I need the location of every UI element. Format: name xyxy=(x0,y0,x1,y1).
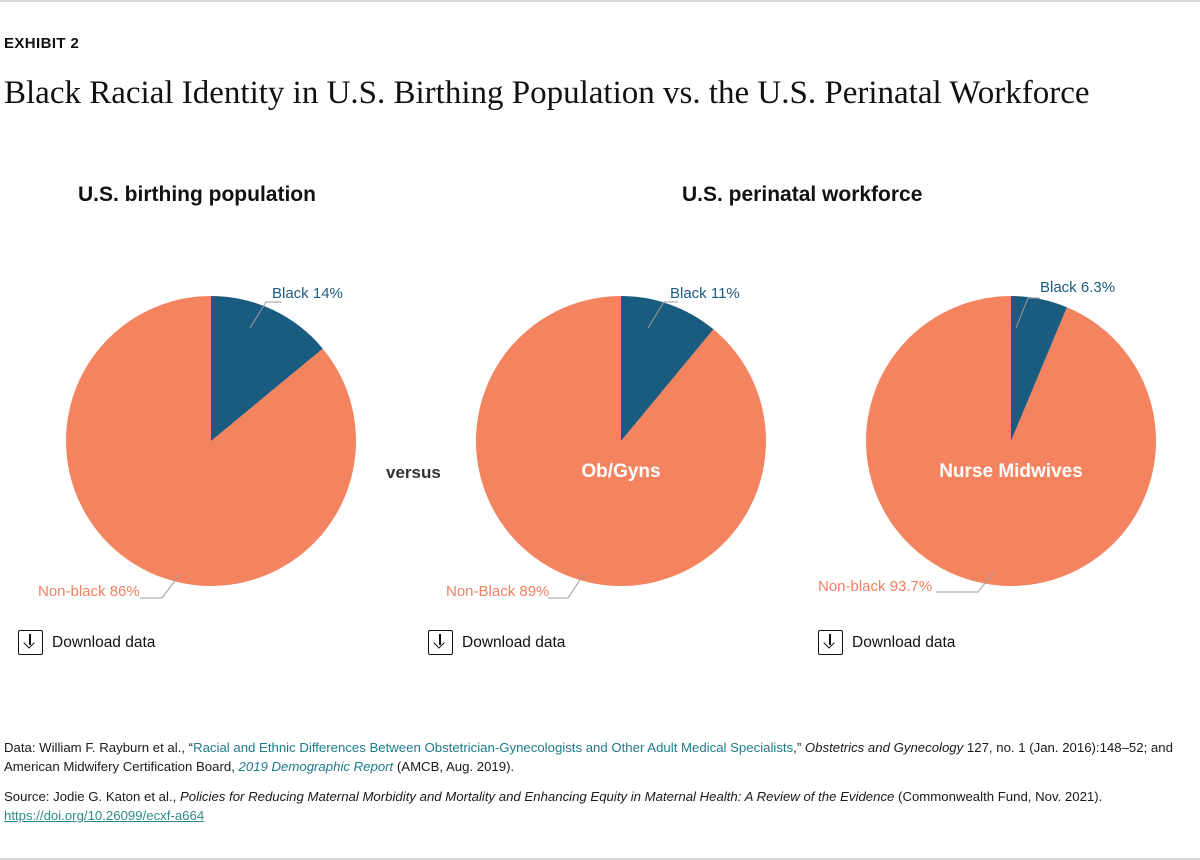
pie-center-label-obgyns: Ob/Gyns xyxy=(581,461,661,482)
download-data-button-obgyns[interactable] xyxy=(428,630,565,655)
source-note xyxy=(4,787,1196,825)
download-data-label: Download data xyxy=(852,633,956,651)
page-title: Black Racial Identity in U.S. Birthing Population vs. the U.S. Perinatal Workforce xyxy=(4,75,1090,111)
callout-nonblack-obgyns: Non-Black 89% xyxy=(446,583,550,600)
callout-black-obgyns: Black 11% xyxy=(670,285,740,302)
leader-line-nonblack-2 xyxy=(544,570,624,610)
data-note-mid: ,” xyxy=(793,740,805,755)
panel-heading-perinatal-workforce: U.S. perinatal workforce xyxy=(682,183,923,206)
pie-center-label-nurse-midwives: Nurse Midwives xyxy=(939,461,1083,482)
download-icon xyxy=(428,630,453,655)
data-note xyxy=(4,738,1196,776)
pie-chart-birthing-population xyxy=(66,296,356,586)
data-note-end: (AMCB, Aug. 2019). xyxy=(393,759,515,775)
pie-svg-obgyns xyxy=(476,296,766,586)
callout-nonblack-birthing-population: Non-black 86% xyxy=(38,583,140,600)
source-note-title: Policies for Reducing Maternal Morbidity and Mortality and Enhancing Equity in Maternal Health: A Review of the Evidence xyxy=(179,789,895,804)
data-note-link[interactable]: Racial and Ethnic Differences Between Obstetrician-Gynecologists and Other Adult Medical Specialists xyxy=(193,740,794,755)
leader-line-nonblack-3 xyxy=(934,566,1024,606)
download-icon xyxy=(18,630,43,655)
panel-heading-birthing-population: U.S. birthing population xyxy=(78,183,316,206)
pie-svg-nurse-midwives xyxy=(866,296,1156,586)
leader-line-nonblack-1 xyxy=(136,570,216,610)
data-note-link-2[interactable]: 2019 Demographic Report xyxy=(238,759,394,775)
download-icon xyxy=(818,630,843,655)
pie-chart-nurse-midwives xyxy=(866,296,1156,586)
exhibit-label: EXHIBIT 2 xyxy=(4,35,80,52)
source-note-doi-link[interactable]: https://doi.org/10.26099/ecxf-a664 xyxy=(4,808,205,824)
top-divider xyxy=(0,0,1200,2)
pie-svg-birthing-population xyxy=(66,296,356,586)
data-note-prefix: Data: William F. Rayburn et al., “ xyxy=(4,740,194,755)
source-note-prefix: Source: Jodie G. Katon et al., xyxy=(4,789,180,804)
download-data-button-birthing-population[interactable] xyxy=(18,630,155,655)
data-note-after: 127, no. 1 (Jan. 2016):148–52; and American Midwifery Certification Board, xyxy=(4,740,1173,775)
download-data-label: Download data xyxy=(52,633,156,651)
pie-chart-obgyns xyxy=(476,296,766,586)
callout-black-birthing-population: Black 14% xyxy=(272,285,343,302)
callout-black-nurse-midwives: Black 6.3% xyxy=(1040,279,1116,296)
data-note-journal: Obstetrics and Gynecology xyxy=(804,740,964,755)
versus-label: versus xyxy=(386,463,441,482)
download-data-button-nurse-midwives[interactable] xyxy=(818,630,955,655)
download-data-label: Download data xyxy=(462,633,566,651)
callout-nonblack-nurse-midwives: Non-black 93.7% xyxy=(818,578,933,595)
pie-slice-nonblack xyxy=(476,296,766,586)
source-note-after: (Commonwealth Fund, Nov. 2021). xyxy=(894,789,1103,804)
